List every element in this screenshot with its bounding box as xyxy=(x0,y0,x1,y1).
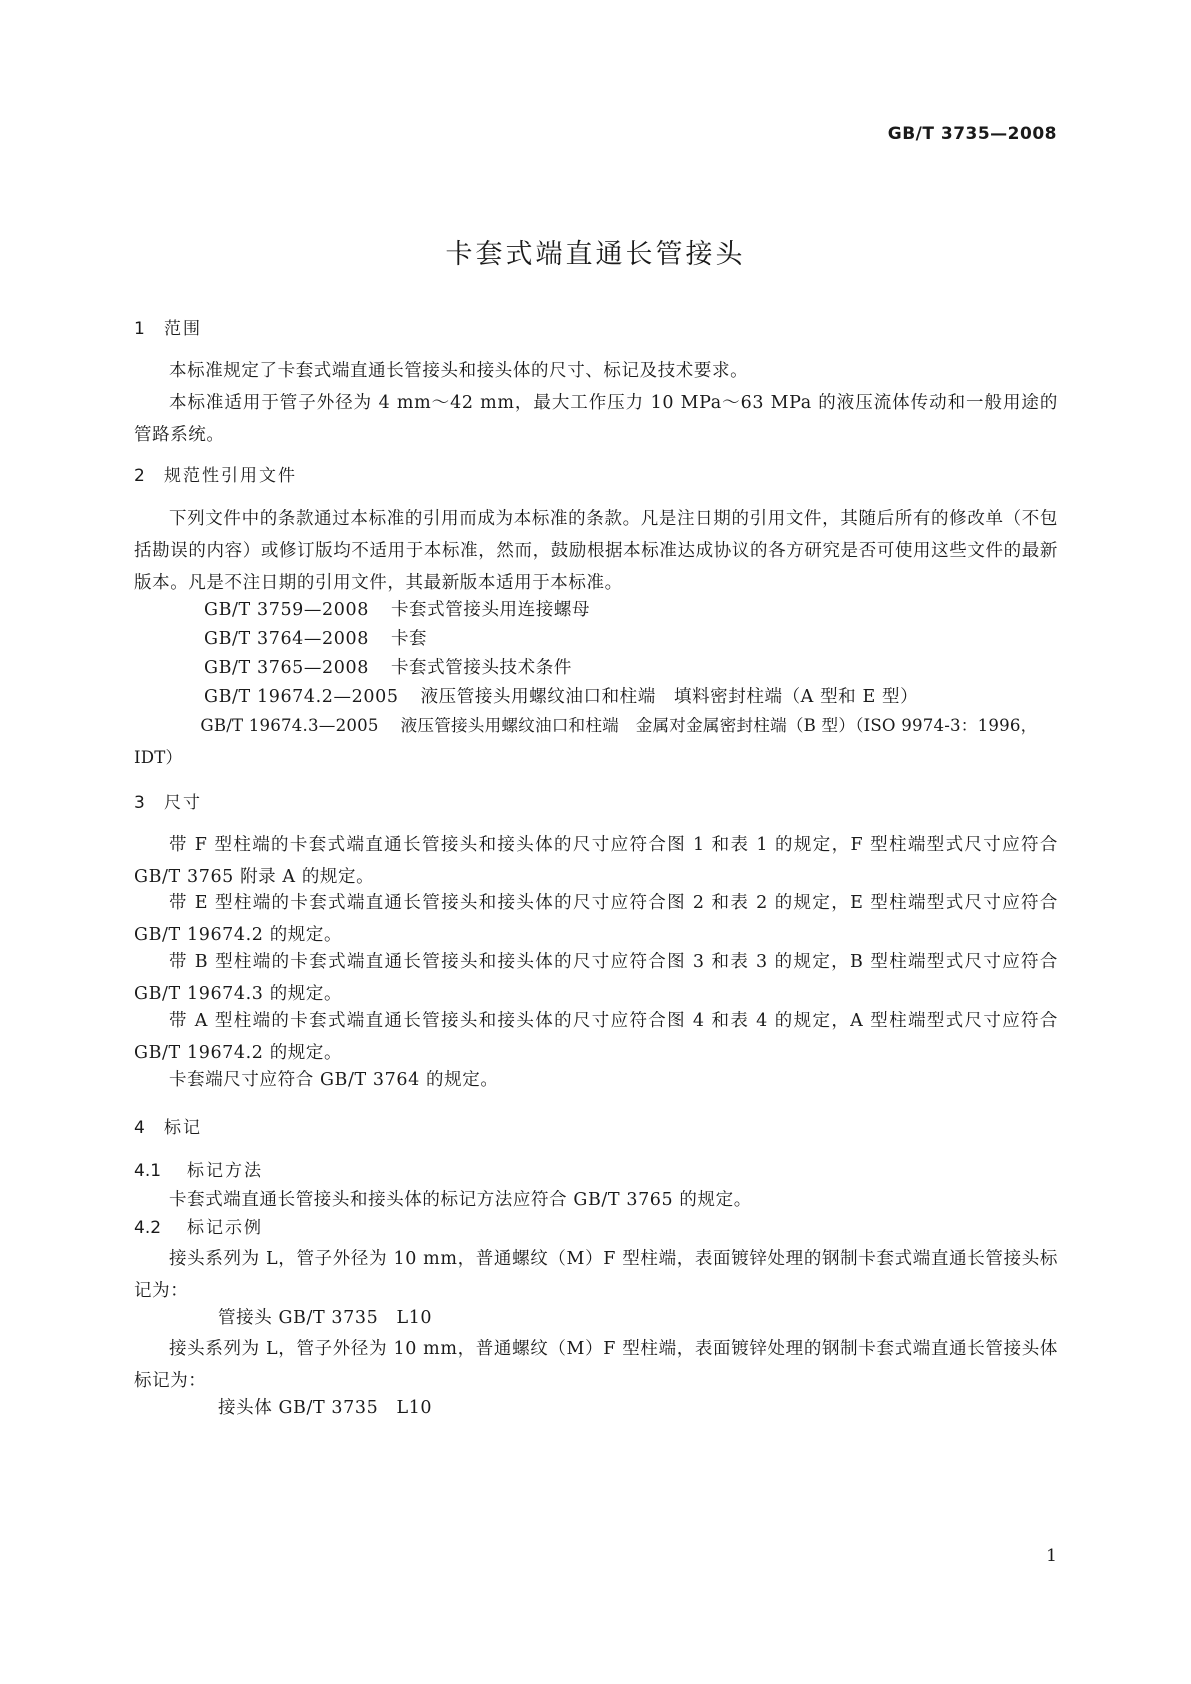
dimensions-paragraph-5: 卡套端尺寸应符合 GB/T 3764 的规定。 xyxy=(169,1070,499,1090)
marking-example-2: 接头体 GB/T 3735 L10 xyxy=(218,1398,433,1418)
section-title: 尺寸 xyxy=(164,793,202,813)
subsection-heading-marking-method xyxy=(134,1160,263,1182)
section-heading-scope xyxy=(134,318,202,340)
reference-title: 卡套式管接头用连接螺母 xyxy=(390,600,591,620)
reference-item xyxy=(134,710,1058,774)
reference-code: GB/T 3759—2008 xyxy=(204,600,369,620)
reference-title: 卡套 xyxy=(390,629,428,649)
page-title: 卡套式端直通长管接头 xyxy=(445,239,746,270)
section-title: 规范性引用文件 xyxy=(164,466,297,486)
dimensions-paragraph-3: 带 B 型柱端的卡套式端直通长管接头和接头体的尺寸应符合图 3 和表 3 的规定，B 型柱端型式尺寸应符合 GB/T 19674.3 的规定。 xyxy=(134,952,1058,1004)
section-number: 3 xyxy=(134,793,145,813)
marking-example-paragraph-2: 接头系列为 L，管子外径为 10 mm，普通螺纹（M）F 型柱端，表面镀锌处理的钢制卡套式端直通长管接头体标记为： xyxy=(134,1339,1058,1391)
subsection-title: 标记示例 xyxy=(187,1218,263,1238)
section-number: 2 xyxy=(134,466,145,486)
reference-item xyxy=(134,623,1058,655)
dimensions-paragraph-1: 带 F 型柱端的卡套式端直通长管接头和接头体的尺寸应符合图 1 和表 1 的规定，F 型柱端型式尺寸应符合 GB/T 3765 附录 A 的规定。 xyxy=(134,835,1058,887)
section-number: 1 xyxy=(134,319,145,339)
reference-code: GB/T 3765—2008 xyxy=(204,658,369,678)
marking-example-paragraph-1: 接头系列为 L，管子外径为 10 mm，普通螺纹（M）F 型柱端，表面镀锌处理的钢制卡套式端直通长管接头标记为： xyxy=(134,1249,1058,1301)
subsection-number: 4.2 xyxy=(134,1218,162,1238)
scope-paragraph-1: 本标准规定了卡套式端直通长管接头和接头体的尺寸、标记及技术要求。 xyxy=(169,361,749,381)
section-title: 标记 xyxy=(164,1118,202,1138)
page-number: 1 xyxy=(1046,1546,1057,1566)
subsection-heading-marking-example xyxy=(134,1217,263,1239)
reference-code: GB/T 19674.2—2005 xyxy=(204,687,399,707)
section-number: 4 xyxy=(134,1118,145,1138)
reference-title: 液压管接头用螺纹油口和柱端 金属对金属密封柱端（B 型）（ISO 9974-3：1996，IDT） xyxy=(134,716,1038,767)
section-title: 范围 xyxy=(164,319,202,339)
reference-title: 卡套式管接头技术条件 xyxy=(390,658,572,678)
scope-paragraph-2: 本标准适用于管子外径为 4 mm～42 mm，最大工作压力 10 MPa～63 MPa 的液压流体传动和一般用途的管路系统。 xyxy=(134,393,1058,445)
dimensions-paragraph-4: 带 A 型柱端的卡套式端直通长管接头和接头体的尺寸应符合图 4 和表 4 的规定，A 型柱端型式尺寸应符合 GB/T 19674.2 的规定。 xyxy=(134,1011,1058,1063)
dimensions-paragraph-2: 带 E 型柱端的卡套式端直通长管接头和接头体的尺寸应符合图 2 和表 2 的规定，E 型柱端型式尺寸应符合 GB/T 19674.2 的规定。 xyxy=(134,893,1058,945)
reference-item xyxy=(134,681,1058,713)
reference-item xyxy=(134,594,1058,626)
reference-title: 液压管接头用螺纹油口和柱端 填料密封柱端（A 型和 E 型） xyxy=(420,687,919,707)
section-heading-marking xyxy=(134,1117,202,1139)
section-heading-references xyxy=(134,465,297,487)
marking-example-1: 管接头 GB/T 3735 L10 xyxy=(218,1308,433,1328)
reference-item xyxy=(134,652,1058,684)
subsection-number: 4.1 xyxy=(134,1161,162,1181)
reference-code: GB/T 3764—2008 xyxy=(204,629,369,649)
section-heading-dimensions xyxy=(134,792,202,814)
subsection-title: 标记方法 xyxy=(187,1161,263,1181)
references-intro: 下列文件中的条款通过本标准的引用而成为本标准的条款。凡是注日期的引用文件，其随后所有的修改单（不包括勘误的内容）或修订版均不适用于本标准，然而，鼓励根据本标准达成协议的各方研究是否可使用这些文件的最新版本。凡是不注日期的引用文件，其最新版本适用于本标准。 xyxy=(134,509,1058,593)
standard-code: GB/T 3735—2008 xyxy=(887,124,1057,144)
reference-code: GB/T 19674.3—2005 xyxy=(200,716,379,735)
marking-method-paragraph: 卡套式端直通长管接头和接头体的标记方法应符合 GB/T 3765 的规定。 xyxy=(169,1190,752,1210)
